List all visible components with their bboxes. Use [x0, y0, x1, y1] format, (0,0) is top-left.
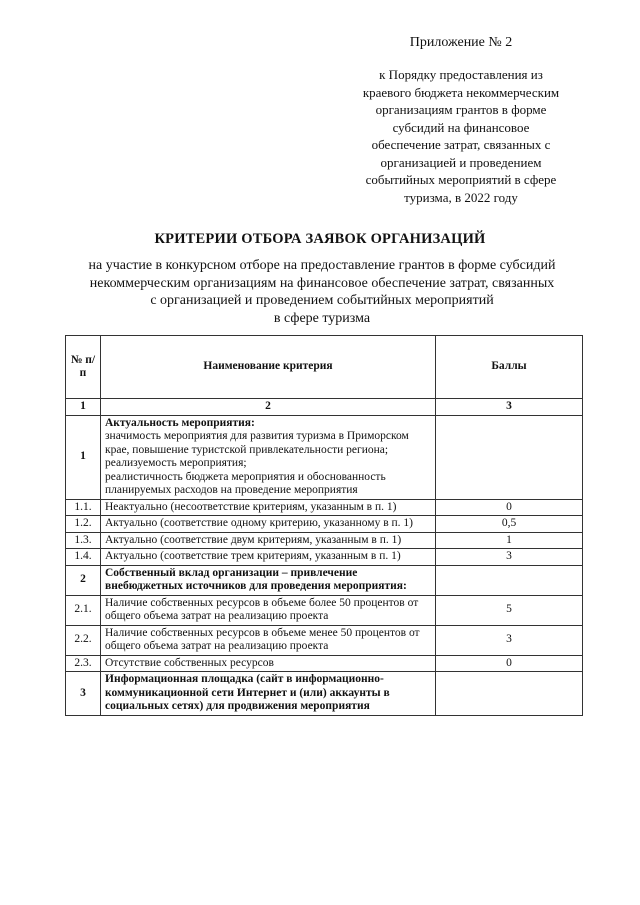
row-points: 0: [436, 499, 583, 516]
section-row-3: [66, 672, 583, 716]
section-num: 3: [66, 672, 101, 716]
section-points: [436, 672, 583, 716]
section-title: Собственный вклад организации – привлечение внебюджетных источников для проведения мероприятия:: [101, 565, 436, 595]
subheading-line: в сфере туризма: [273, 310, 371, 326]
appendix-line: субсидий на финансовое: [392, 119, 530, 135]
row-points: 3: [436, 625, 583, 655]
row-num: 1.4.: [66, 549, 101, 566]
appendix-line: туризма, в 2022 году: [404, 189, 518, 205]
table-row: [66, 532, 583, 549]
section-points: [436, 415, 583, 499]
appendix-line: организацией и проведением: [380, 154, 542, 170]
table-row: [66, 549, 583, 566]
row-text: Отсутствие собственных ресурсов: [101, 655, 436, 672]
criteria-table: [65, 335, 583, 716]
row-points: 1: [436, 532, 583, 549]
section-title: Актуальность мероприятия:: [105, 416, 255, 429]
section-title: Информационная площадка (сайт в информационно-коммуникационной сети Интернет и (или) аккаунты в социальных сетях) для продвижения мероприятия: [101, 672, 436, 716]
appendix-line: краевого бюджета некоммерческим: [362, 84, 560, 100]
header-criterion: Наименование критерия: [101, 336, 436, 399]
colnum-3: 3: [436, 399, 583, 416]
row-points: 0: [436, 655, 583, 672]
section-num: 2: [66, 565, 101, 595]
appendix-line: обеспечение затрат, связанных с: [371, 137, 551, 152]
subheading-line: с организацией и проведением событийных мероприятий: [150, 293, 494, 308]
row-text: Актуально (соответствие одному критерию, указанному в п. 1): [101, 516, 436, 533]
row-num: 2.1.: [66, 595, 101, 625]
section-line: реалистичность бюджета мероприятия и обоснованность планируемых расходов на проведение мероприятия: [105, 470, 386, 496]
table-row: [66, 655, 583, 672]
colnum-1: 1: [66, 399, 101, 416]
row-text: Актуально (соответствие двум критериям, указанным в п. 1): [101, 532, 436, 549]
table-header-row: [66, 336, 583, 399]
appendix-line: организациям грантов в форме: [375, 102, 547, 117]
appendix-line: к Порядку предоставления из: [379, 67, 543, 82]
section-row-2: [66, 565, 583, 595]
subheading-line: на участие в конкурсном отборе на предоставление грантов в форме субсидий: [88, 258, 556, 273]
table-row: [66, 595, 583, 625]
document-subheading: [60, 257, 584, 327]
row-text: Наличие собственных ресурсов в объеме более 50 процентов от общего объема затрат на реализацию проекта: [101, 595, 436, 625]
appendix-title: Приложение № 2: [409, 35, 513, 50]
row-points: 3: [436, 549, 583, 566]
table-row: [66, 499, 583, 516]
section-num: 1: [66, 415, 101, 499]
header-num: № п/п: [66, 336, 101, 399]
row-num: 1.2.: [66, 516, 101, 533]
header-points: Баллы: [436, 336, 583, 399]
row-text: Наличие собственных ресурсов в объеме менее 50 процентов от общего объема затрат на реализацию проекта: [101, 625, 436, 655]
row-points: 0,5: [436, 516, 583, 533]
row-num: 1.3.: [66, 532, 101, 549]
section-line: реализуемость мероприятия;: [105, 457, 247, 469]
section-content: [101, 415, 436, 499]
section-points: [436, 565, 583, 595]
row-points: 5: [436, 595, 583, 625]
row-num: 2.2.: [66, 625, 101, 655]
row-num: 2.3.: [66, 655, 101, 672]
row-text: Актуально (соответствие трем критериям, указанным в п. 1): [101, 549, 436, 566]
appendix-line: событийных мероприятий в сфере: [365, 172, 557, 187]
table-row: [66, 516, 583, 533]
document-heading: КРИТЕРИИ ОТБОРА ЗАЯВОК ОРГАНИЗАЦИЙ: [154, 231, 486, 247]
section-line: значимость мероприятия для развития туризма в Приморском крае, повышение туристской привлекательности региона;: [105, 430, 409, 456]
row-num: 1.1.: [66, 499, 101, 516]
row-text: Неактуально (несоответствие критериям, указанным в п. 1): [101, 499, 436, 516]
column-number-row: [66, 399, 583, 416]
table-row: [66, 625, 583, 655]
subheading-line: некоммерческим организациям на финансовое обеспечение затрат, связанных: [89, 275, 555, 291]
colnum-2: 2: [101, 399, 436, 416]
section-row-1: [66, 415, 583, 499]
appendix-reference: [350, 66, 572, 206]
